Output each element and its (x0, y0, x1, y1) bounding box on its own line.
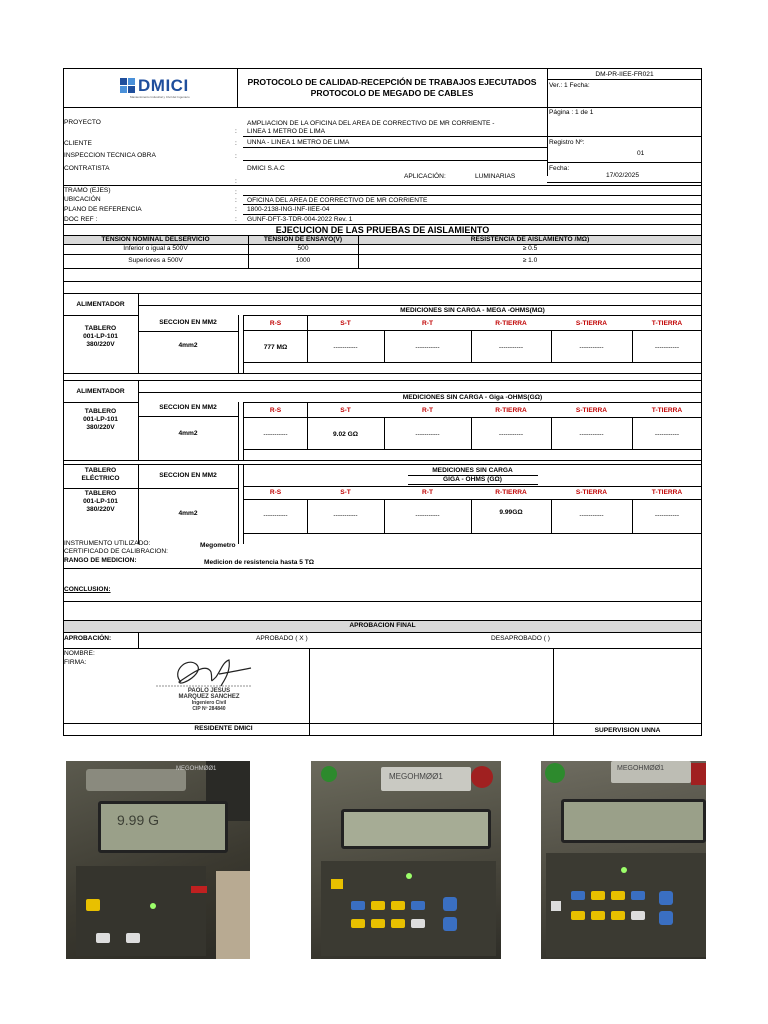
hdr-rt: R-T (422, 489, 433, 496)
hdr-st: S-T (340, 320, 351, 327)
col-resistencia: RESISTENCIA DE AISLAMIENTO /MΩ) (470, 236, 590, 243)
form-subtitle: PROTOCOLO DE MEGADO DE CABLES (310, 88, 474, 98)
signature-stamp (149, 652, 269, 722)
tramo-label: TRAMO (EJES) (64, 187, 111, 194)
residente-label: RESIDENTE DMICI (194, 725, 253, 732)
val-ttierra: ----------- (654, 344, 680, 351)
meter-photo-2 (311, 761, 501, 959)
section-3 (63, 464, 702, 544)
section-2 (63, 380, 702, 460)
registro-label: Registro Nº: (549, 139, 585, 146)
aplicacion-label: APLICACIÓN: (404, 173, 446, 180)
colon: : (235, 189, 237, 196)
stamp-line-3: Ingeniero Civil (191, 700, 227, 706)
tablero-id: 001-LP-101 (83, 416, 118, 423)
proyecto-value-2: LINEA 1 METRO DE LIMA (247, 128, 326, 135)
val-ttierra: ----------- (654, 431, 680, 438)
colon: : (235, 140, 237, 147)
mediciones-title: MEDICIONES SIN CARGA - Giga -OHMS(GΩ) (402, 394, 543, 401)
aplicacion-value: LUMINARIAS (475, 173, 516, 180)
colon: : (235, 178, 237, 185)
hdr-rtierra: R-TIERRA (495, 407, 527, 414)
mediciones-title: MEDICIONES SIN CARGA - MEGA -OHMS(MΩ) (400, 307, 545, 314)
colon: : (235, 153, 237, 160)
colon: : (235, 206, 237, 213)
val-st: ----------- (333, 512, 358, 519)
val-rs: ----------- (263, 512, 288, 519)
display-reading: 9.99 G (117, 812, 160, 828)
col-tension-ensayo: TENSION DE ENSAYO(V) (263, 236, 343, 243)
colon: : (235, 197, 237, 204)
firma-label: FIRMA: (64, 659, 87, 666)
col-tension-nominal: TENSION NOMINAL DELSERVICIO (101, 236, 210, 243)
seccion-value: 4mm2 (178, 510, 198, 517)
tablero-label: TABLERO (84, 325, 117, 332)
meter-photo-1 (66, 761, 250, 959)
meter-display (561, 799, 706, 843)
seccion-value: 4mm2 (178, 430, 198, 437)
proyecto-label: PROYECTO (64, 119, 101, 126)
hdr-stierra: S-TIERRA (575, 320, 608, 327)
row-inferior: Inferior o igual a 500V (123, 245, 188, 252)
hdr-ttierra: T-TIERRA (651, 407, 683, 414)
conclusion-label: CONCLUSION: (64, 586, 111, 593)
val-ttierra: ----------- (654, 512, 680, 519)
page-number: Página : 1 de 1 (549, 109, 594, 116)
protocol-form (63, 68, 702, 736)
row-superior-v: 1000 (295, 257, 311, 264)
logo-subtitle: Mantenimiento Industrial y Civil del Ingeniero (130, 95, 190, 99)
colon: : (235, 128, 237, 135)
hdr-rt: R-T (422, 320, 433, 327)
desaprobado-option: DESAPROBADO ( ) (491, 635, 550, 642)
row-inferior-v: 500 (297, 245, 309, 252)
hdr-rtierra: R-TIERRA (495, 320, 527, 327)
val-rt: ----------- (415, 431, 440, 438)
meter-label: MEGOHMØØ1 (617, 765, 665, 772)
hdr-rs: R-S (269, 407, 282, 414)
tablero-electrico-2: ELÉCTRICO (81, 475, 120, 482)
meter-label: MEGOHMØØ1 (389, 772, 443, 781)
alimentador-label: ALIMENTADOR (76, 388, 125, 395)
stamp-line-4: CIP Nº 284840 (192, 706, 226, 712)
meter-display (341, 809, 491, 849)
val-rs: 777 MΩ (263, 344, 288, 351)
cliente-label: CLIENTE (64, 140, 92, 147)
stamp-line-2: MARQUEZ SANCHEZ (178, 694, 240, 700)
meter-label: MEGOHMØØ1 (176, 766, 217, 772)
alimentador-label: ALIMENTADOR (76, 301, 125, 308)
ubicacion-value: OFICINA DEL AREA DE CORRECTIVO DE MR CORRIENTE (247, 197, 428, 204)
hdr-rtierra: R-TIERRA (495, 489, 527, 496)
meter-photo-3 (541, 761, 706, 959)
plano-label: PLANO DE REFERENCIA (64, 206, 142, 213)
seccion-value: 4mm2 (178, 342, 198, 349)
val-rtierra: ----------- (498, 344, 524, 351)
cliente-value: UNNA - LINEA 1 METRO DE LIMA (247, 139, 350, 146)
val-stierra: ----------- (579, 344, 604, 351)
signature-icon (151, 652, 261, 692)
hdr-ttierra: T-TIERRA (651, 320, 683, 327)
registro-value: 01 (637, 150, 645, 157)
rango-label: RANGO DE MEDICION: (64, 557, 137, 564)
rango-value: Medicion de resistencia hasta 5 TΩ (204, 559, 315, 566)
meter-display (98, 801, 228, 853)
seccion-head: SECCION EN MM2 (159, 404, 217, 411)
tablero-voltage: 380/220V (86, 506, 115, 513)
inspeccion-label: INSPECCION TECNICA OBRA (64, 152, 156, 159)
hdr-st: S-T (340, 407, 351, 414)
docref-value: GUNF-DFT-3-TDR-004-2022 Rev. 1 (247, 216, 353, 223)
tablero-label: TABLERO (84, 408, 117, 415)
colon: : (235, 216, 237, 223)
hdr-ttierra: T-TIERRA (651, 489, 683, 496)
aprobacion-label: APROBACIÓN: (64, 635, 112, 642)
plano-value: 1800-2138-ING-INF-IIEE-04 (247, 206, 330, 213)
hdr-stierra: S-TIERRA (575, 407, 608, 414)
contratista-value: DMICI S.A.C (247, 165, 285, 172)
seccion-head: SECCION EN MM2 (159, 319, 217, 326)
proyecto-value: AMPLIACION DE LA OFICINA DEL AREA DE CORRECTIVO DE MR CORRIENTE - (247, 120, 495, 127)
mediciones-title-2: GIGA - OHMS (GΩ) (443, 476, 502, 483)
row-inferior-r: ≥ 0.5 (522, 245, 538, 252)
supervision-label: SUPERVISION UNNA (594, 727, 661, 734)
hdr-rt: R-T (422, 407, 433, 414)
tablero-electrico-1: TABLERO (84, 467, 117, 474)
val-rt: ----------- (415, 344, 440, 351)
certificado-label: CERTIFICADO DE CALIBRACION: (64, 548, 168, 555)
company-logo (118, 76, 198, 100)
val-rtierra: 9.99GΩ (499, 509, 523, 516)
hdr-stierra: S-TIERRA (575, 489, 608, 496)
tablero-label: TABLERO (84, 490, 117, 497)
form-title: PROTOCOLO DE CALIDAD-RECEPCIÓN DE TRABAJOS EJECUTADOS (247, 77, 537, 87)
val-rs: ----------- (263, 431, 288, 438)
aprobado-option: APROBADO ( X ) (256, 635, 308, 642)
doc-code: DM-PR-IIEE-FR021 (595, 71, 654, 78)
val-st: ----------- (333, 344, 358, 351)
nombre-label: NOMBRE: (64, 650, 95, 657)
aprobacion-title: APROBACION FINAL (349, 622, 416, 629)
row-superior-r: ≥ 1.0 (522, 257, 538, 264)
hdr-rs: R-S (269, 320, 282, 327)
row-superior: Superiores a 500V (128, 257, 183, 264)
logo-text: DMICI (138, 76, 189, 95)
ubicacion-label: UBICACIÓN (64, 196, 101, 203)
section-1 (63, 293, 702, 373)
tablero-id: 001-LP-101 (83, 498, 118, 505)
stamp-line-1: PAOLO JESUS (187, 688, 231, 694)
seccion-head: SECCION EN MM2 (159, 472, 217, 479)
tablero-id: 001-LP-101 (83, 333, 118, 340)
ejecucion-title: EJECUCION DE LAS PRUEBAS DE AISLAMIENTO (275, 225, 490, 235)
hdr-st: S-T (340, 489, 351, 496)
contratista-label: CONTRATISTA (64, 165, 110, 172)
fecha-label: Fecha: (549, 165, 570, 172)
fecha-value: 17/02/2025 (606, 172, 640, 179)
tablero-voltage: 380/220V (86, 341, 115, 348)
instrumento-label: INSTRUMENTO UTILIZADO: (64, 540, 151, 547)
val-st: 9.02 GΩ (332, 431, 359, 438)
val-rt: ----------- (415, 512, 440, 519)
mediciones-title-1: MEDICIONES SIN CARGA (432, 467, 513, 474)
instrumento-value: Megometro (200, 542, 236, 549)
version-date: Ver.: 1 Fecha: (549, 82, 590, 89)
logo-icon (118, 76, 138, 96)
hdr-rs: R-S (269, 489, 282, 496)
docref-label: DOC REF : (64, 216, 98, 223)
tablero-voltage: 380/220V (86, 424, 115, 431)
val-rtierra: ----------- (498, 431, 524, 438)
val-stierra: ----------- (579, 431, 604, 438)
val-stierra: ----------- (579, 512, 604, 519)
